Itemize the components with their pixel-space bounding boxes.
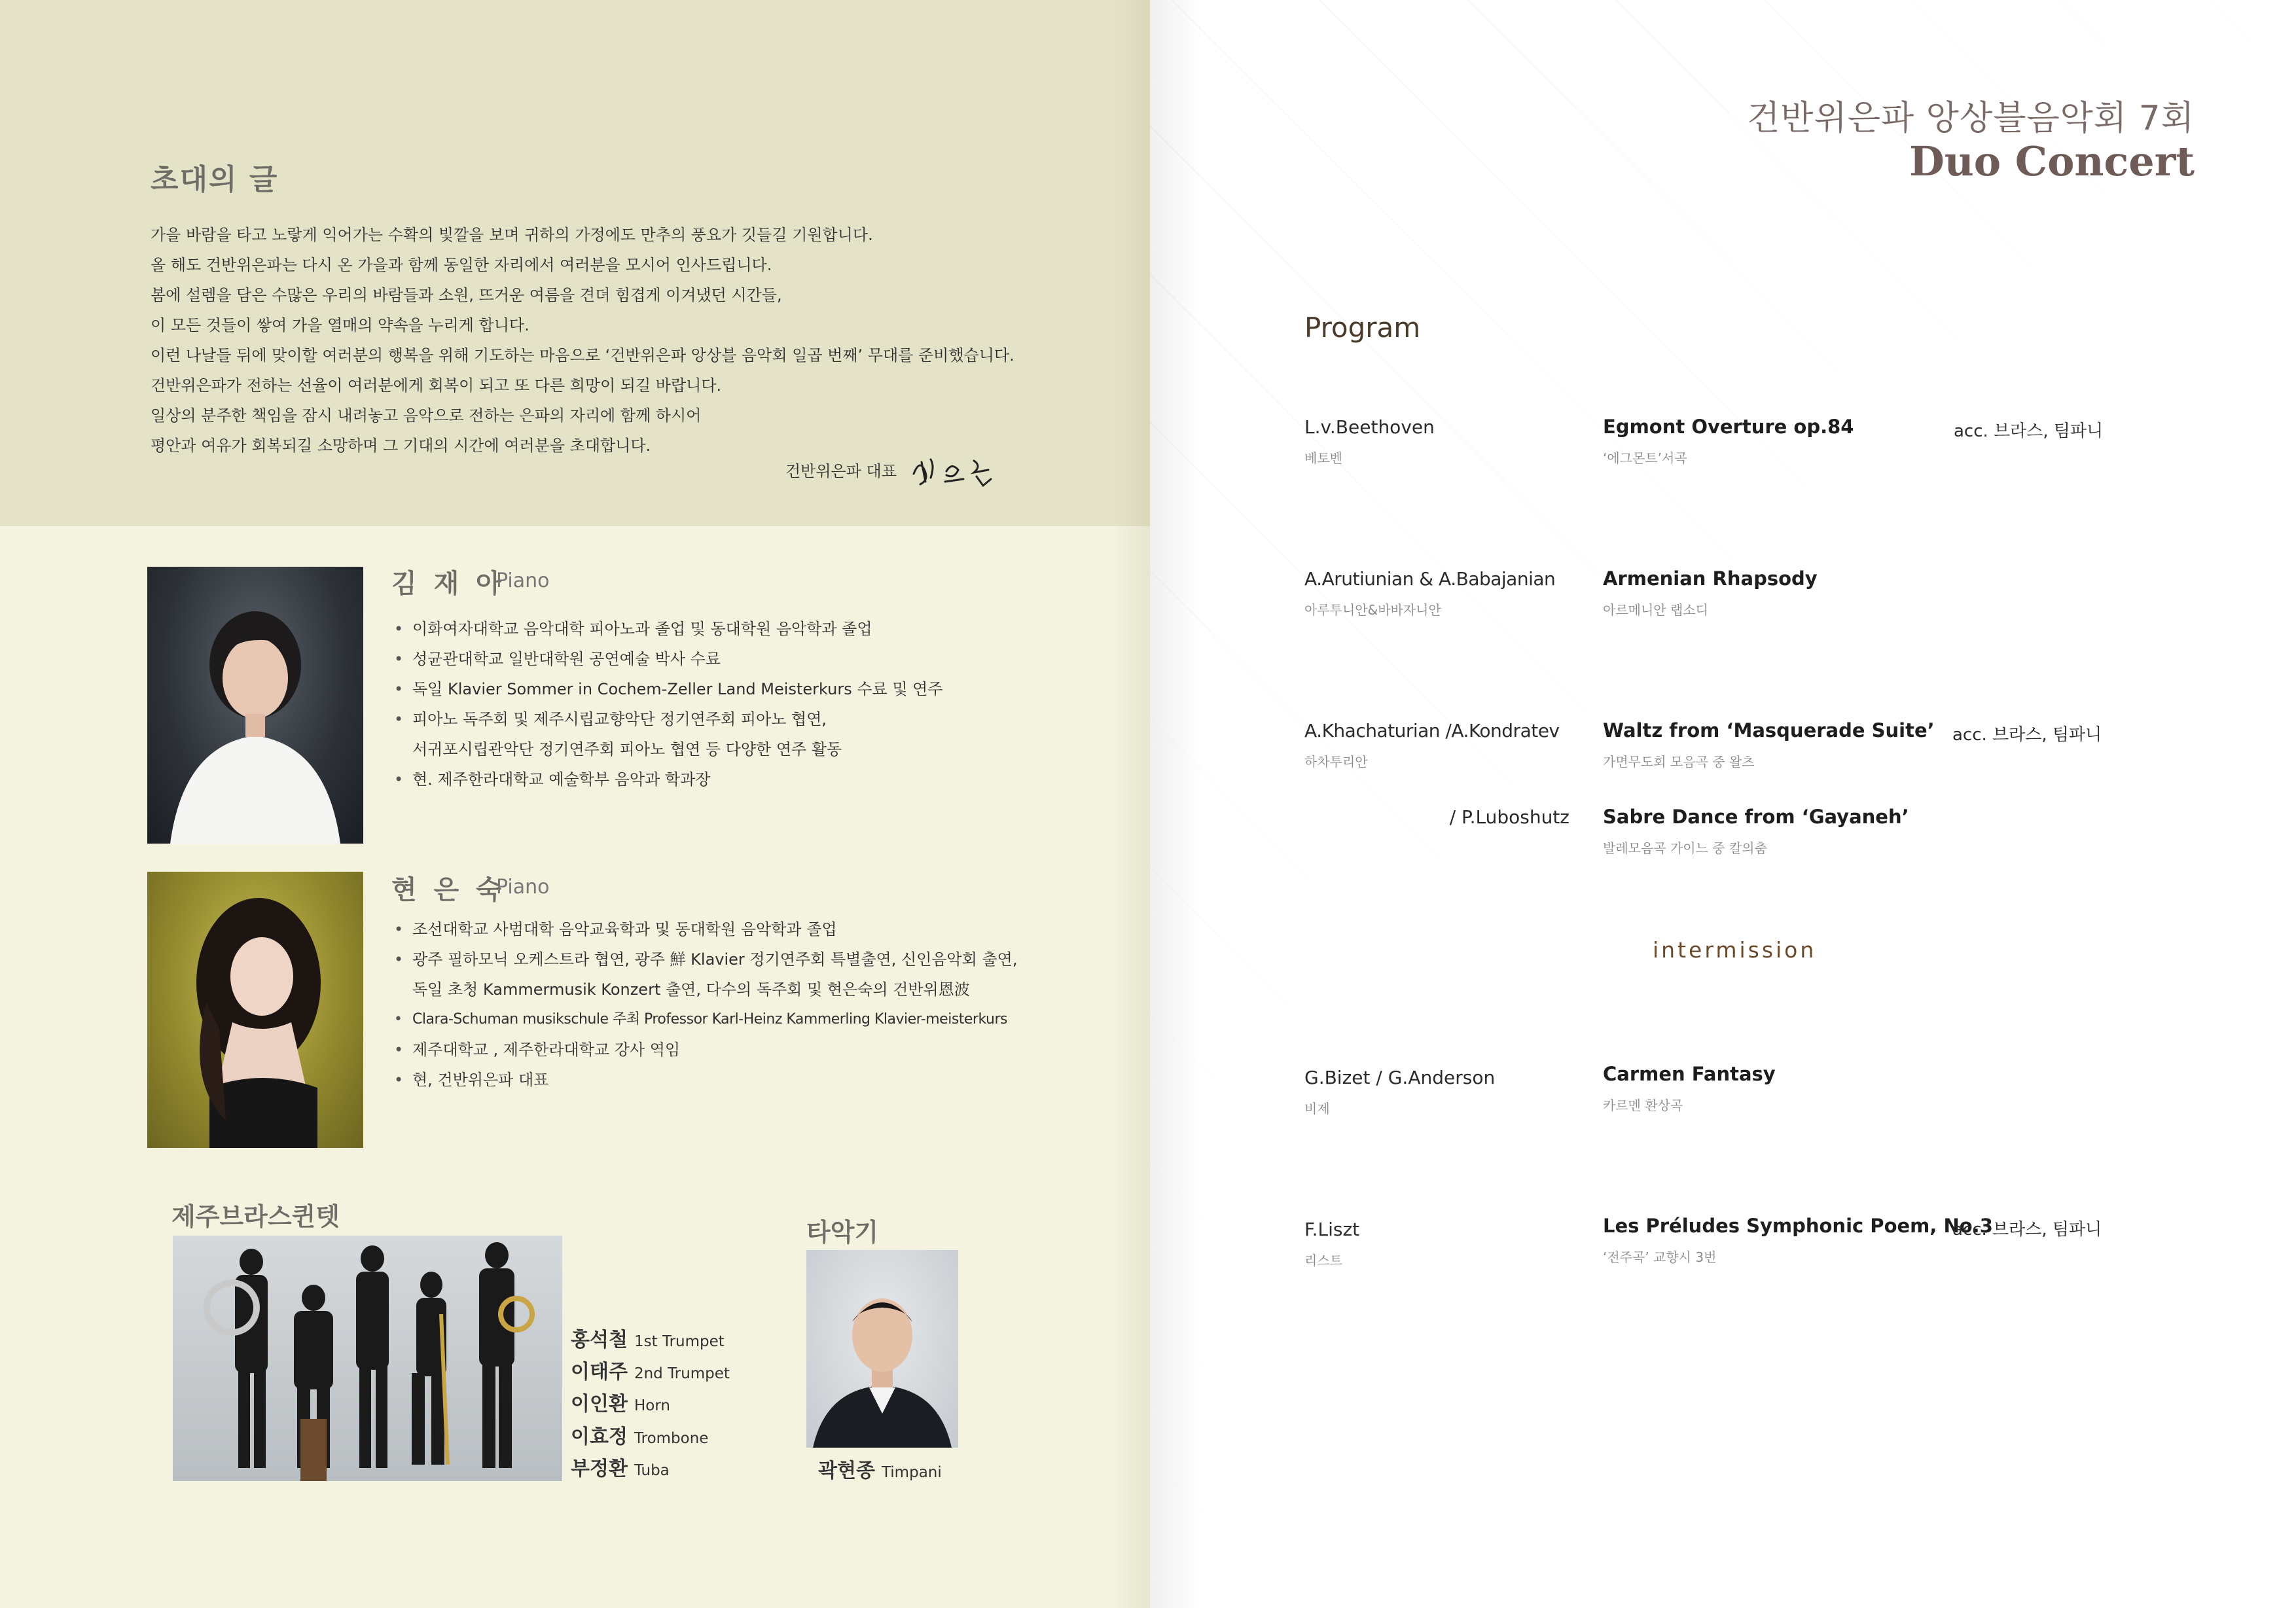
program-composer-korean: 하차투리안: [1304, 754, 1368, 770]
brass-member: [571, 1387, 670, 1416]
bio-item: • 현, 건반위은파 대표: [393, 1065, 1018, 1095]
member-role: Tuba: [634, 1462, 670, 1479]
member-name: 곽현종: [818, 1459, 875, 1482]
brass-member: [571, 1323, 725, 1352]
program-composer: L.v.Beethoven: [1304, 416, 1435, 438]
invitation-line: 가을 바람을 타고 노랗게 익어가는 수확의 빛깔을 보며 귀하의 가정에도 만추의 풍요가 깃들길 기원합니다.: [151, 226, 873, 244]
invitation-body: [151, 220, 1100, 461]
program-composer: A.Khachaturian /A.Kondratev: [1304, 720, 1560, 741]
invitation-line: 일상의 분주한 책임을 잠시 내려놓고 음악으로 전하는 은파의 자리에 함께 하시어: [151, 406, 702, 425]
program-heading: Program: [1304, 312, 1421, 344]
bio-item: • 제주대학교 , 제주한라대학교 강사 역임: [393, 1035, 1018, 1065]
bio-item: • 독일 Klavier Sommer in Cochem-Zeller Land Meisterkurs 수료 및 연주: [393, 674, 943, 704]
program-work-korean: ‘에그몬트’서곡: [1603, 450, 1687, 466]
performer-bio-list: [393, 614, 943, 795]
program-composer-korean: 아루투니안&바바자니안: [1304, 602, 1441, 618]
brass-quintet-title: 제주브라스퀸텟: [171, 1202, 340, 1231]
percussion-photo: [806, 1250, 958, 1448]
invitation-panel: [0, 0, 1150, 526]
bio-item: [393, 704, 943, 734]
program-composer-korean: 비제: [1304, 1101, 1330, 1117]
page-fold-shadow: [1150, 0, 1202, 1608]
performer-role: Piano: [496, 569, 550, 592]
invitation-line: 평안과 여유가 회복되길 소망하며 그 기대의 시간에 여러분을 초대합니다.: [151, 437, 651, 455]
bio-item-continuation: 독일 초청 Kammermusik Konzert 출연, 다수의 독주회 및 현은숙의 건반위恩波: [412, 980, 970, 999]
bio-item: • 성균관대학교 일반대학원 공연예술 박사 수료: [393, 644, 943, 674]
percussion-member: [818, 1454, 942, 1483]
program-composer-korean: 리스트: [1304, 1253, 1342, 1268]
program-work-korean: 카르멘 환상곡: [1603, 1098, 1683, 1113]
invitation-title: 초대의 글: [151, 163, 279, 196]
member-name: 이태주: [571, 1361, 628, 1384]
handwritten-signature: [908, 448, 1007, 493]
member-name: 홍석철: [571, 1329, 628, 1351]
invitation-line: 건반위은파가 전하는 선율이 여러분에게 회복이 되고 또 다른 희망이 되길 바랍니다.: [151, 376, 722, 395]
bio-text: 피아노 독주회 및 제주시립교향악단 정기연주회 피아노 협연,: [412, 710, 827, 728]
member-role: 1st Trumpet: [634, 1333, 725, 1350]
intermission-label: intermission: [1653, 937, 1817, 963]
program-work-korean: 가면무도회 모음곡 중 왈츠: [1603, 754, 1755, 770]
program-work: Sabre Dance from ‘Gayaneh’: [1603, 806, 1909, 828]
performer-photo-kim: [147, 567, 363, 844]
member-role: Timpani: [881, 1464, 942, 1481]
program-composer: F.Liszt: [1304, 1219, 1360, 1240]
program-work: Waltz from ‘Masquerade Suite’: [1603, 719, 1935, 741]
program-work-korean: 발레모음곡 가이느 중 칼의춤: [1603, 840, 1767, 856]
performer-name: 김 재 아: [391, 569, 505, 599]
program-work: Armenian Rhapsody: [1603, 567, 1818, 590]
member-role: Horn: [634, 1397, 670, 1414]
program-work-korean: 아르메니안 랩소디: [1603, 602, 1708, 618]
program-accompaniment: acc. 브라스, 팀파니: [1954, 421, 2104, 441]
program-composer-korean: 베토벤: [1304, 450, 1342, 466]
member-role: Trombone: [634, 1430, 709, 1447]
member-name: 이효정: [571, 1425, 628, 1448]
invitation-sign-label: 건반위은파 대표: [785, 462, 897, 480]
program-work: Egmont Overture op.84: [1603, 416, 1854, 438]
invitation-line: 올 해도 건반위은파는 다시 온 가을과 함께 동일한 자리에서 여러분을 모시어 인사드립니다.: [151, 256, 772, 274]
program-work-korean: ‘전주곡’ 교향시 3번: [1603, 1249, 1717, 1265]
brass-quintet-photo: [173, 1236, 562, 1481]
performer-photo-hyun: [147, 872, 363, 1148]
program-composer: G.Bizet / G.Anderson: [1304, 1067, 1496, 1088]
program-work: Carmen Fantasy: [1603, 1063, 1776, 1085]
member-role: 2nd Trumpet: [634, 1365, 730, 1382]
brass-member: [571, 1420, 708, 1449]
program-accompaniment: acc. 브라스, 팀파니: [1952, 725, 2102, 745]
invitation-line: 이런 나날들 뒤에 맞이할 여러분의 행복을 위해 기도하는 마음으로 ‘건반위은파 앙상블 음악회 일곱 번째’ 무대를 준비했습니다.: [151, 346, 1014, 365]
member-name: 부정환: [571, 1457, 628, 1480]
bio-item: • 조선대학교 사범대학 음악교육학과 및 동대학원 음악학과 졸업: [393, 914, 1018, 944]
bio-item: • 이화여자대학교 음악대학 피아노과 졸업 및 동대학원 음악학과 졸업: [393, 614, 943, 644]
brass-member: [571, 1355, 730, 1384]
performer-role: Piano: [496, 876, 550, 899]
bio-item: • Clara-Schuman musikschule 주최 Professor Karl-Heinz Kammerling Klavier-meisterkurs: [393, 1005, 1018, 1035]
performer-bio-list: [393, 914, 1018, 1095]
bio-item: • 광주 필하모닉 오케스트라 협연, 광주 鮮 Klavier 정기연주회 특별출연, 신인음악회 출연,: [393, 944, 1018, 974]
program-work: Les Préludes Symphonic Poem, No.3: [1603, 1215, 1993, 1237]
page-fold-shadow: [1113, 0, 1150, 1608]
member-name: 이인환: [571, 1393, 628, 1416]
invitation-line: 봄에 설렘을 담은 수많은 우리의 바람들과 소원, 뜨거운 여름을 견뎌 힘겹게 이겨냈던 시간들,: [151, 286, 782, 304]
concert-title-english: Duo Concert: [1909, 137, 2195, 185]
brass-member: [571, 1452, 670, 1481]
performer-name: 현 은 숙: [391, 875, 505, 905]
percussion-title: 타악기: [806, 1218, 879, 1247]
program-accompaniment: acc. 브라스, 팀파니: [1952, 1220, 2102, 1240]
bio-item-continuation: 서귀포시립관악단 정기연주회 피아노 협연 등 다양한 연주 활동: [412, 740, 842, 759]
bio-item: • 현. 제주한라대학교 예술학부 음악과 학과장: [393, 764, 943, 795]
right-page: [1150, 0, 2296, 1608]
invitation-line: 이 모든 것들이 쌓여 가을 열매의 약속을 누리게 합니다.: [151, 316, 529, 334]
program-composer: / P.Luboshutz: [1449, 806, 1570, 828]
concert-title-korean: 건반위은파 앙상블음악회 7회: [1747, 99, 2195, 138]
program-composer: A.Arutiunian & A.Babajanian: [1304, 568, 1556, 590]
